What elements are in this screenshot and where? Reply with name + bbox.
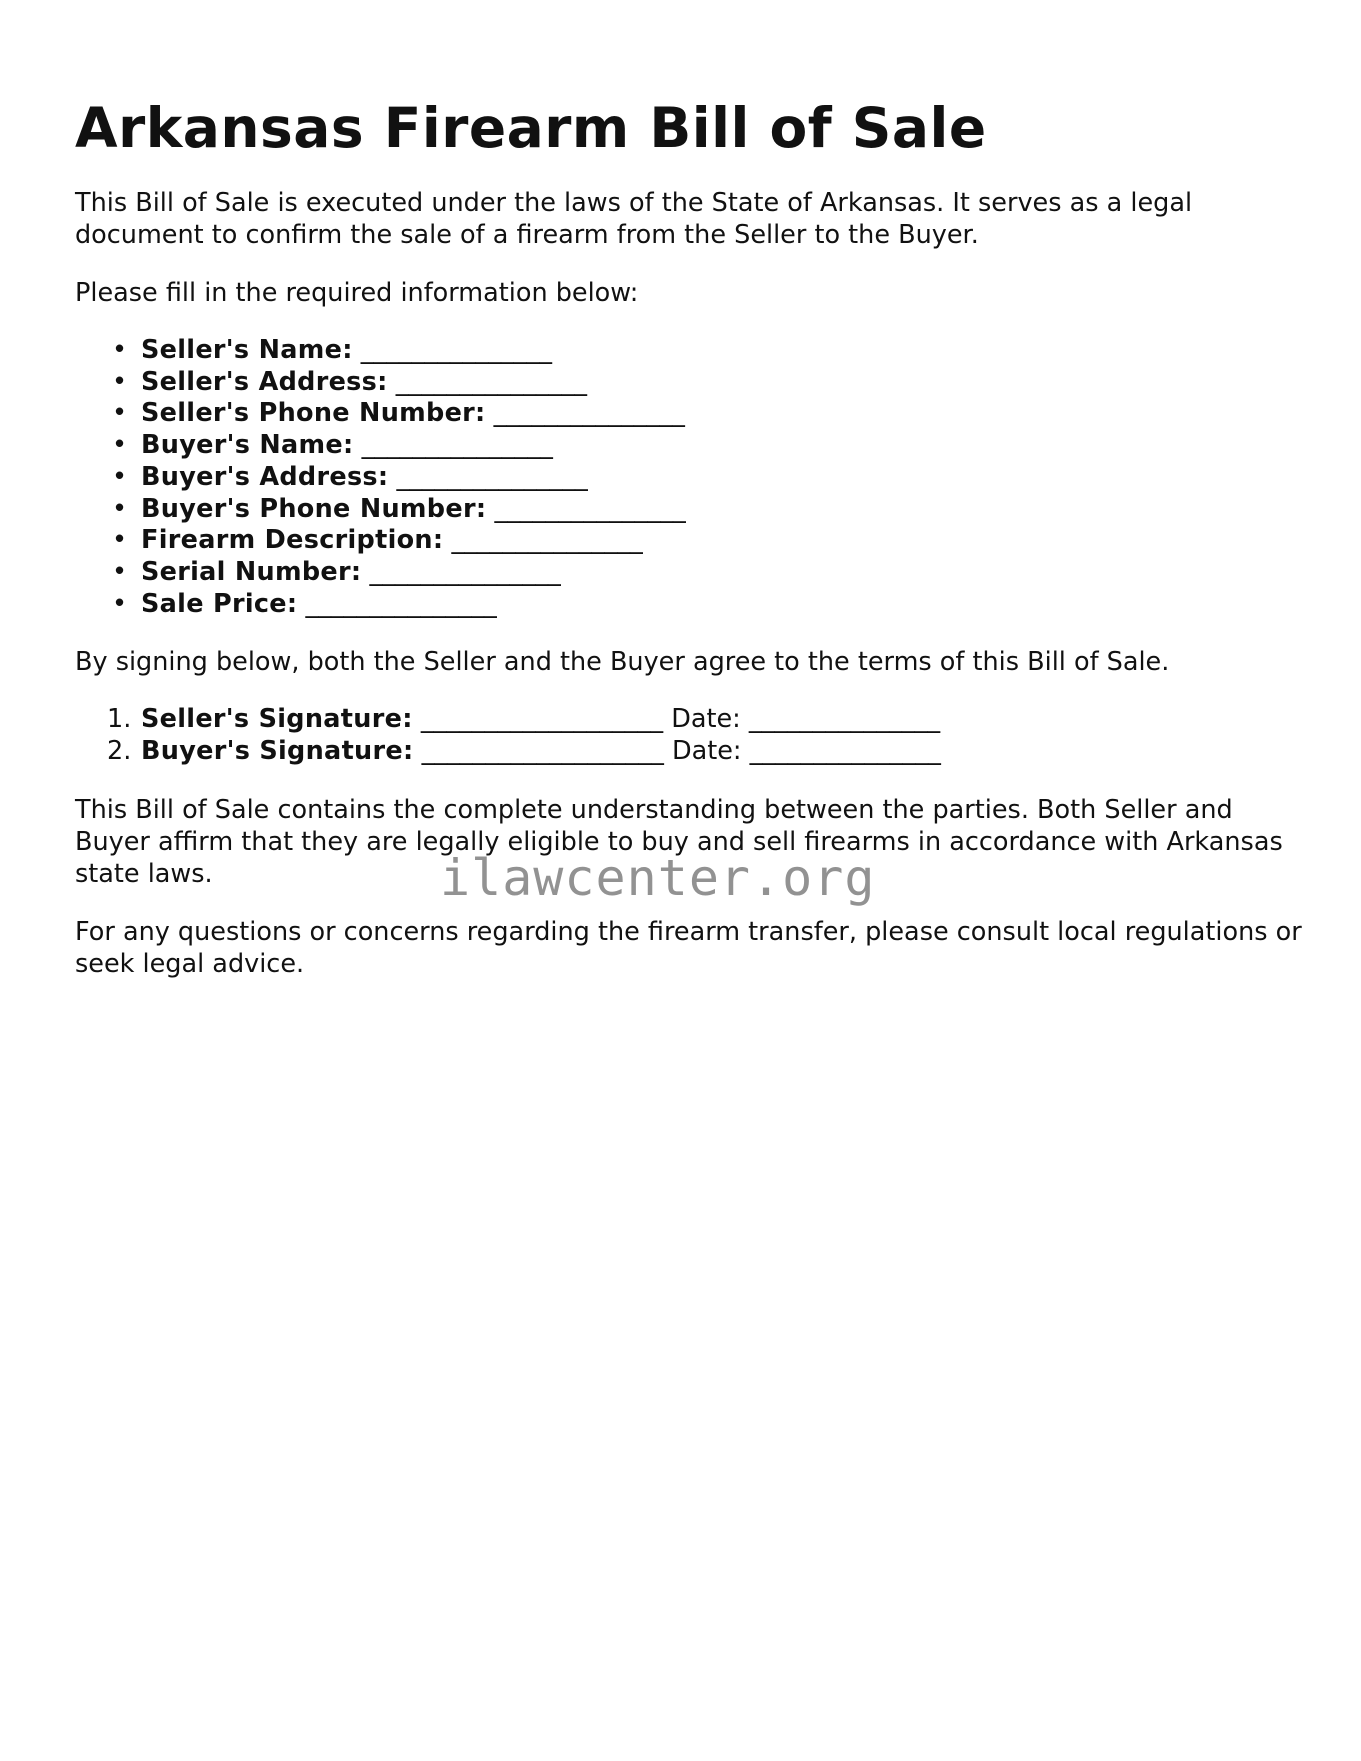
document-title: Arkansas Firearm Bill of Sale xyxy=(75,96,987,160)
signature-blank: ___________________ xyxy=(420,704,664,735)
watermark: ilawcenter.org xyxy=(440,849,876,907)
bullet-icon: • xyxy=(112,588,128,619)
date-blank: _______________ xyxy=(748,704,941,735)
field-buyer-phone xyxy=(112,493,1305,526)
bullet-icon: • xyxy=(112,366,128,397)
signature-list xyxy=(75,704,1305,767)
bullet-icon: • xyxy=(112,398,128,429)
list-number: 1. xyxy=(107,704,132,735)
field-label: Firearm Description: xyxy=(141,525,444,556)
closing-paragraph: This Bill of Sale contains the complete understanding between the parties. Both Seller and Buyer affirm that they are legally eligible to buy and sell firearms in accordance with Arkansas state laws. xyxy=(75,794,1283,889)
field-blank: _______________ xyxy=(396,461,588,492)
field-buyer-address xyxy=(112,461,1305,494)
instruction-text: Please fill in the required information below: xyxy=(75,278,639,308)
field-sale-price xyxy=(112,588,1305,621)
bullet-icon: • xyxy=(112,556,128,587)
bullet-icon: • xyxy=(112,525,128,556)
field-label: Sale Price: xyxy=(141,588,298,619)
date-label: Date: xyxy=(671,736,742,767)
field-blank: _______________ xyxy=(493,398,685,429)
field-blank: _______________ xyxy=(395,366,587,397)
field-firearm-description xyxy=(112,525,1305,557)
bullet-icon: • xyxy=(112,335,128,365)
field-blank: _______________ xyxy=(305,588,497,619)
date-blank: _______________ xyxy=(749,736,941,767)
field-label: Seller's Address: xyxy=(141,366,388,397)
agreement-text: By signing below, both the Seller and the Buyer agree to the terms of this Bill of Sale. xyxy=(75,647,1170,678)
field-label: Serial Number: xyxy=(141,556,362,587)
seller-signature-line xyxy=(107,704,1305,736)
field-serial-number xyxy=(112,556,1305,589)
field-blank: _______________ xyxy=(494,493,686,524)
field-blank: _______________ xyxy=(369,556,561,587)
field-seller-phone xyxy=(112,398,1305,430)
bullet-icon: • xyxy=(112,493,128,524)
field-seller-name xyxy=(112,335,1305,367)
field-label: Buyer's Address: xyxy=(141,461,389,492)
signature-label: Seller's Signature: xyxy=(141,704,413,735)
field-buyer-name xyxy=(112,430,1305,462)
bullet-icon: • xyxy=(112,461,128,492)
signature-blank: ___________________ xyxy=(421,736,664,767)
field-blank: _______________ xyxy=(360,335,553,365)
list-number: 2. xyxy=(107,736,132,767)
signature-label: Buyer's Signature: xyxy=(141,736,414,767)
bullet-icon: • xyxy=(112,430,128,461)
advice-paragraph: For any questions or concerns regarding the firearm transfer, please consult local regulations or seek legal advice. xyxy=(75,916,1302,979)
field-blank: _______________ xyxy=(451,525,643,556)
buyer-signature-line xyxy=(107,736,1305,768)
date-label: Date: xyxy=(671,704,741,735)
field-list xyxy=(75,335,1305,620)
field-label: Seller's Phone Number: xyxy=(141,398,486,429)
field-label: Seller's Name: xyxy=(141,335,353,365)
document-page xyxy=(75,92,1305,980)
field-blank: _______________ xyxy=(361,430,553,461)
field-label: Buyer's Name: xyxy=(141,430,354,461)
field-seller-address xyxy=(112,366,1305,399)
field-label: Buyer's Phone Number: xyxy=(141,493,487,524)
intro-paragraph: This Bill of Sale is executed under the laws of the State of Arkansas. It serves as a legal document to confirm the sale of a firearm from the Seller to the Buyer. xyxy=(75,188,1193,250)
